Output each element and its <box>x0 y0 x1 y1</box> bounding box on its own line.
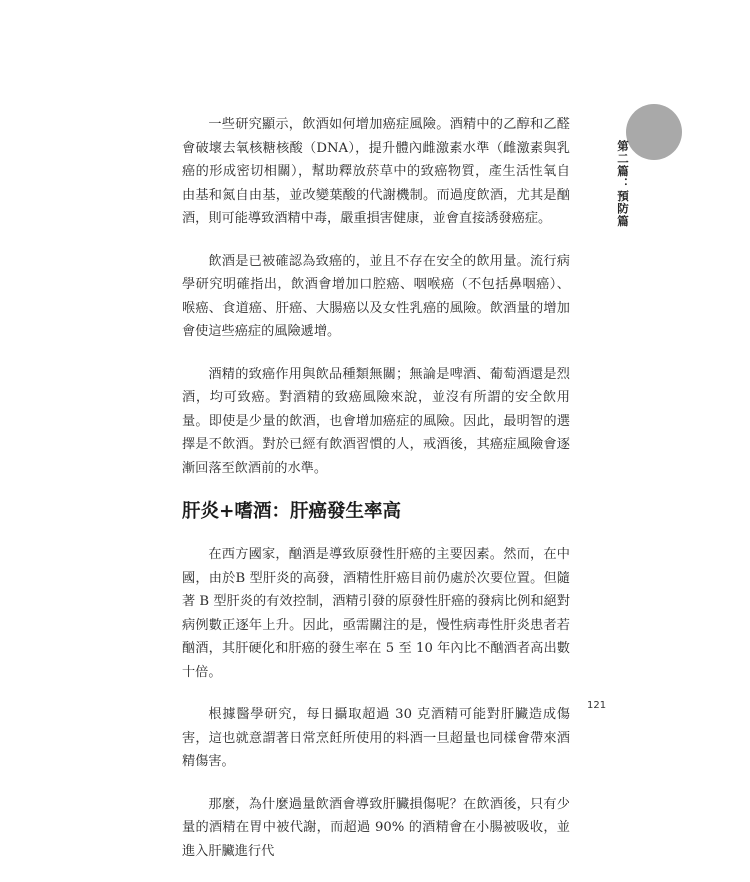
paragraph-2: 飲酒是已被確認為致癌的，並且不存在安全的飲用量。流行病學研究明確指出，飲酒會增加口腔癌、咽喉癌（不包括鼻咽癌）、喉癌、食道癌、肝癌、大腸癌以及女性乳癌的風險。飲酒量的增加會使這些癌症的風險遞增。 <box>182 253 570 339</box>
chapter-tab-marker <box>626 104 682 160</box>
page-number: 121 <box>587 700 607 711</box>
paragraph-4: 在西方國家，酗酒是導致原發性肝癌的主要因素。然而，在中國，由於B 型肝炎的高發，酒精性肝癌目前仍處於次要位置。但隨著 B 型肝炎的有效控制，酒精引發的原發性肝癌的發病比例和絕對病例數正逐年上升。因此，亟需關注的是，慢性病毒性肝炎患者若酗酒，其肝硬化和肝癌的發生率在 5 至 10 年內比不酗酒者高出數十倍。 <box>182 547 570 680</box>
page-body <box>182 113 570 882</box>
chapter-side-label: 第二篇：預防篇 <box>616 140 630 228</box>
section-heading: 肝炎+嗜酒：肝癌發生率高 <box>182 501 402 522</box>
paragraph-1: 一些研究顯示，飲酒如何增加癌症風險。酒精中的乙醇和乙醛會破壞去氧核糖核酸（DNA），提升體內雌激素水準（雌激素與乳癌的形成密切相關），幫助釋放菸草中的致癌物質，產生活性氧自由基和氮自由基，並改變葉酸的代謝機制。而過度飲酒，尤其是酗酒，則可能導致酒精中毒，嚴重損害健康，並會直接誘發癌症。 <box>182 117 570 226</box>
paragraph-5: 根據醫學研究，每日攝取超過 30 克酒精可能對肝臟造成傷害，這也就意謂著日常烹飪所使用的料酒一旦超量也同樣會帶來酒精傷害。 <box>182 707 570 769</box>
paragraph-6: 那麼，為什麼過量飲酒會導致肝臟損傷呢？在飲酒後，只有少量的酒精在胃中被代謝，而超過 90% 的酒精會在小腸被吸收，並進入肝臟進行代 <box>182 796 570 859</box>
paragraph-3: 酒精的致癌作用與飲品種類無關；無論是啤酒、葡萄酒還是烈酒，均可致癌。對酒精的致癌風險來說，並沒有所謂的安全飲用量。即使是少量的飲酒，也會增加癌症的風險。因此，最明智的選擇是不飲酒。對於已經有飲酒習慣的人，戒酒後，其癌症風險會逐漸回落至飲酒前的水準。 <box>182 366 570 476</box>
